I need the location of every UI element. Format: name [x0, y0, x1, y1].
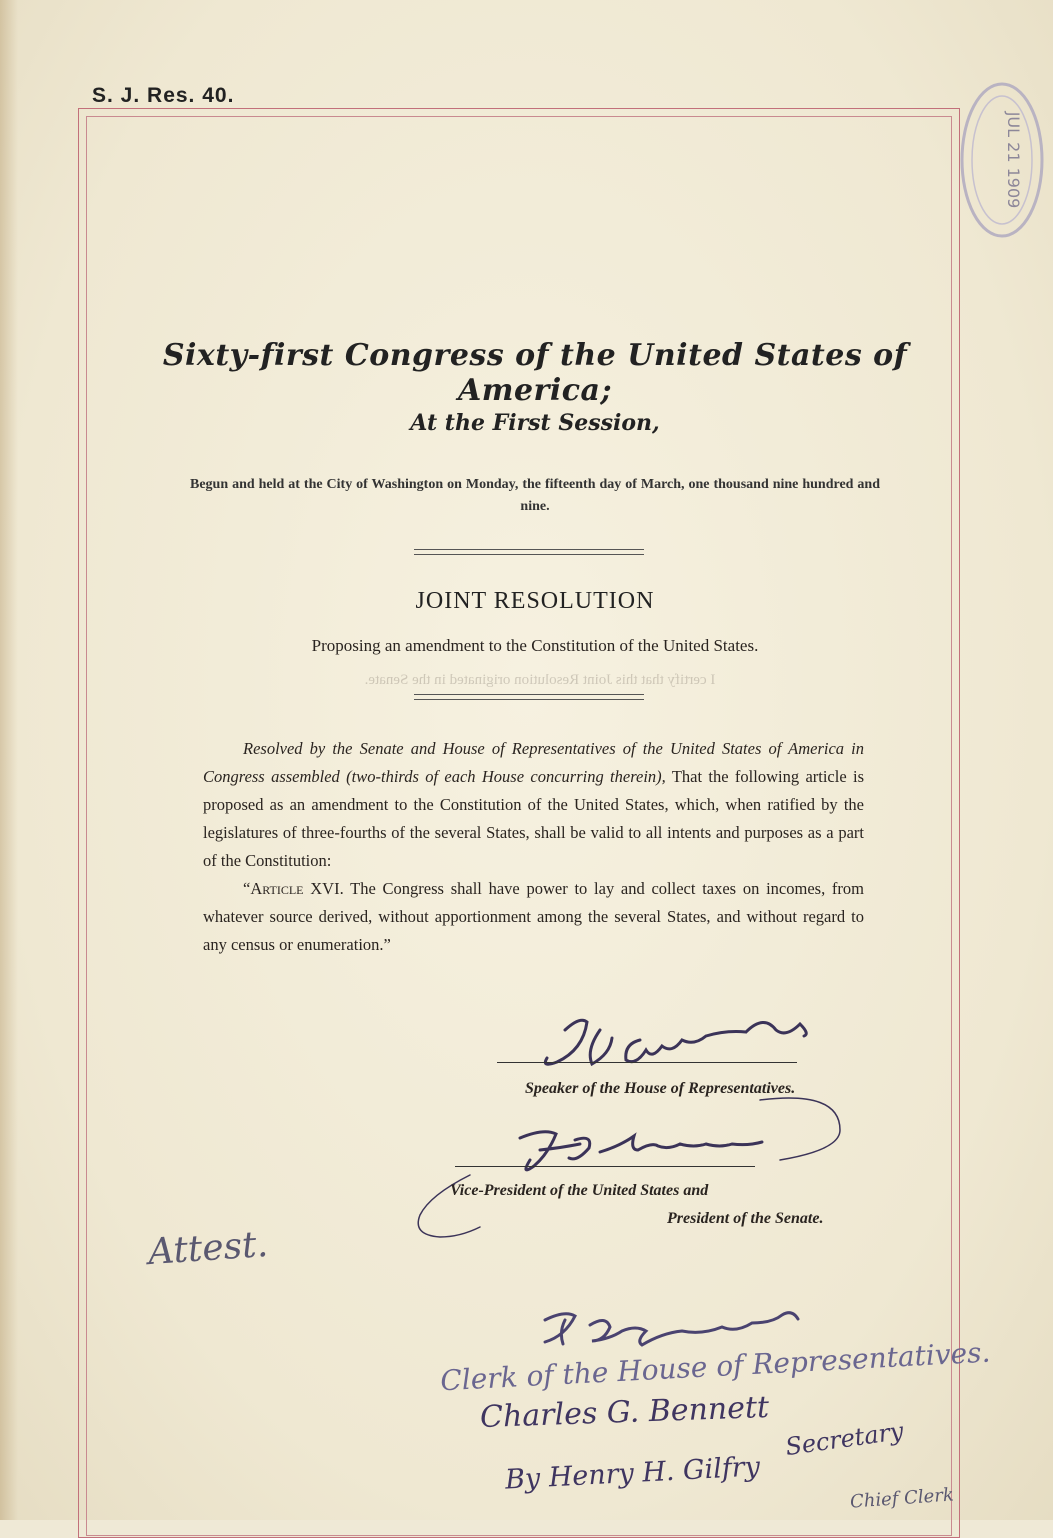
- attest-note: Attest.: [146, 1223, 270, 1274]
- chief-clerk-title: Chief Clerk: [849, 1484, 955, 1513]
- speaker-signature: [545, 1020, 806, 1064]
- resolving-clause-text: That the following article is proposed as an amendment to the Constitution of the United States, which, when ratified by the legislatures of three-fourths of the several States, shall be valid to all intents and purposes as a part of the Constitution:: [203, 767, 865, 870]
- secretary-signature: Charles G. Bennett: [479, 1389, 770, 1436]
- vice-president-signature: [520, 1132, 762, 1170]
- bleed-through-text: I certify that this Joint Resolution originated in the Senate.: [364, 672, 716, 688]
- clerk-title-handwritten: Clerk of the House of Representatives.: [439, 1335, 992, 1398]
- by-chief-clerk-signature: By Henry H. Gilfry: [504, 1451, 761, 1496]
- speaker-caption: Speaker of the House of Representatives.: [525, 1080, 796, 1097]
- article-label: Article XVI.: [250, 879, 344, 898]
- convened-statement: Begun and held at the City of Washington on Monday, the fifteenth day of March, one thousand nine hundred and nine.: [190, 477, 880, 514]
- vp-caption-line1: Vice-President of the United States and: [450, 1182, 709, 1199]
- resolution-heading: JOINT RESOLUTION: [415, 588, 655, 614]
- vp-signature-line: [455, 1166, 755, 1167]
- resolution-subtitle: Proposing an amendment to the Constitution of the United States.: [311, 636, 759, 655]
- resolving-clause-italic: Resolved by the Senate and House of Representatives of the United States of America in Congress assembled (two-thirds of each House concurring therein),: [203, 739, 864, 786]
- session-title: At the First Session,: [410, 410, 660, 436]
- secretary-title-handwritten: Secretary: [783, 1416, 906, 1462]
- article-open-quote: “: [243, 879, 251, 898]
- article-text: The Congress shall have power to lay and collect taxes on incomes, from whatever source derived, without apportionment among the several States, and without regard to any census or enumeration.”: [203, 879, 864, 954]
- resolution-number: S. J. Res. 40.: [92, 84, 235, 107]
- vp-caption-line2: President of the Senate.: [667, 1210, 824, 1227]
- congress-title: Sixty-first Congress of the United States of America;: [162, 338, 908, 408]
- stamp-date: JUL 21 1909: [1004, 111, 1023, 209]
- clerk-house-signature: [545, 1313, 798, 1345]
- speaker-signature-line: [497, 1062, 797, 1063]
